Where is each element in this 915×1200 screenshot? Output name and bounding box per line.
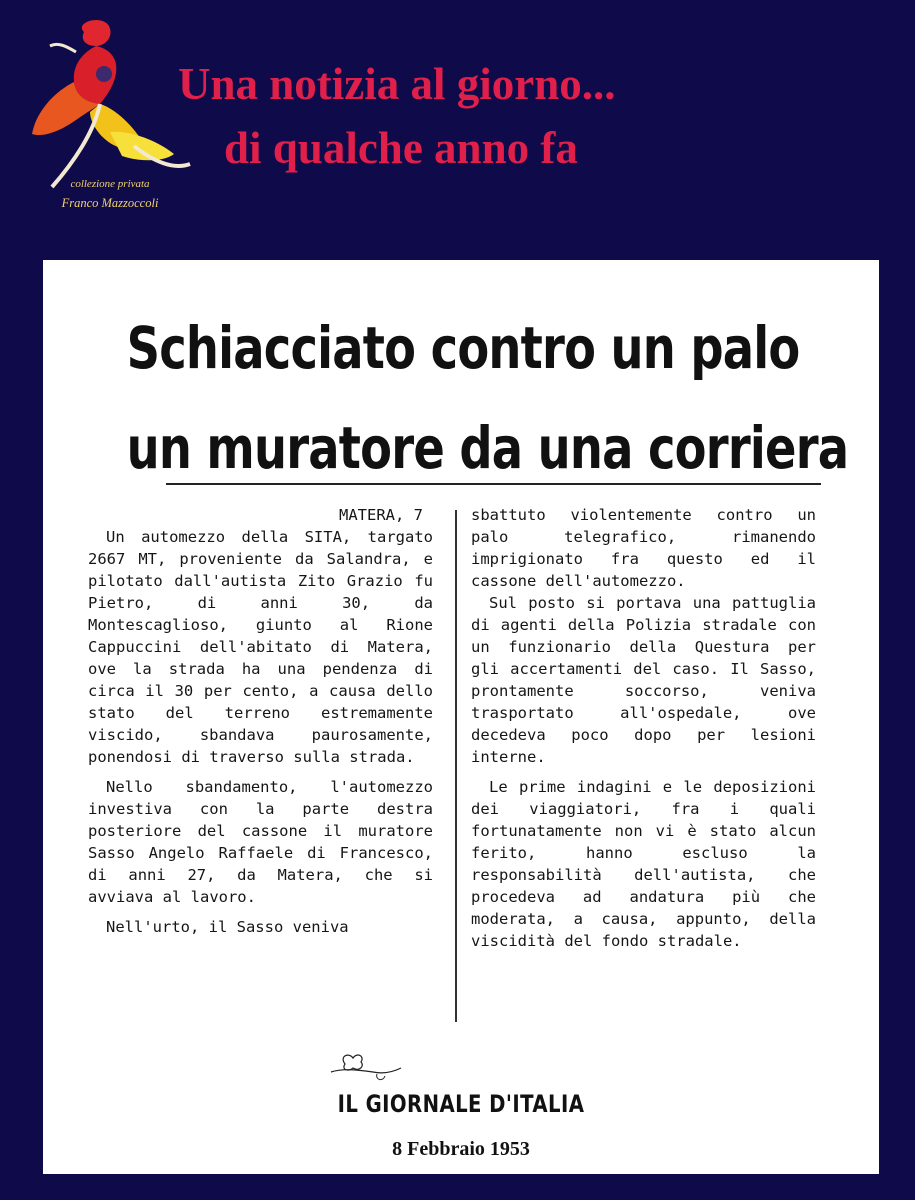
publication-date: 8 Febbraio 1953: [392, 1138, 530, 1160]
paragraph: sbattuto violentemente contro un palo telegrafico, rimanendo imprigionato fra questo ed il cassone dell'automezzo.: [471, 506, 816, 590]
article-column-right: [471, 504, 816, 960]
newspaper-clipping: [43, 260, 879, 1174]
paragraph: Un automezzo della SITA, targato 2667 MT, proveniente da Salandra, e pilotato dall'autista Zito Grazio fu Pietro, di anni 30, da Montescaglioso, giunto al Rione Cappuccini dell'abitato di Matera, ove la strada ha una pendenza di circa il 30 per cento, a causa dello stato del terreno estremamente viscido, sbandava paurosamente, ponendosi di traverso sulla strada.: [88, 528, 433, 766]
headline-line1: Schiacciato contro un palo: [126, 314, 800, 382]
logo-caption-collection: collezione privata: [70, 178, 150, 190]
dateline: MATERA, 7: [339, 506, 423, 524]
paragraph: Le prime indagini e le deposizioni dei viaggiatori, fra i quali fortunatamente non vi è stato alcun ferito, hanno escluso la responsabilità dell'autista, che procedeva ad andatura più che moderata, a causa, appunto, della viscidità del fondo stradale.: [471, 778, 816, 950]
paragraph: Nell'urto, il Sasso veniva: [106, 918, 349, 936]
article-column-left: [88, 504, 433, 946]
paragraph: Sul posto si portava una pattuglia di agenti della Polizia stradale con un funzionario della Questura per gli accertamenti del caso. Il Sasso, prontamente soccorso, veniva trasportato all'ospedale, ove decedeva poco dopo per lesioni interne.: [471, 594, 816, 766]
site-title-line2: di qualche anno fa: [224, 123, 578, 173]
page-header: [0, 0, 915, 250]
flower-ornament-icon: [325, 1050, 405, 1084]
dancer-illustration: [14, 12, 194, 202]
logo-caption-owner: Franco Mazzoccoli: [61, 196, 159, 210]
site-title: [178, 52, 878, 180]
headline-line2: un muratore da una corriera: [126, 414, 849, 482]
newspaper-name: IL GIORNALE D'ITALIA: [337, 1090, 585, 1118]
headline-rule: [166, 483, 821, 485]
paragraph: Nello sbandamento, l'automezzo investiva con la parte destra posteriore del cassone il muratore Sasso Angelo Raffaele di Francesco, di anni 27, da Matera, che si avviava al lavoro.: [88, 778, 433, 906]
site-title-line1: Una notizia al giorno...: [178, 59, 616, 109]
article-headline: [126, 298, 849, 498]
column-divider: [455, 510, 457, 1022]
